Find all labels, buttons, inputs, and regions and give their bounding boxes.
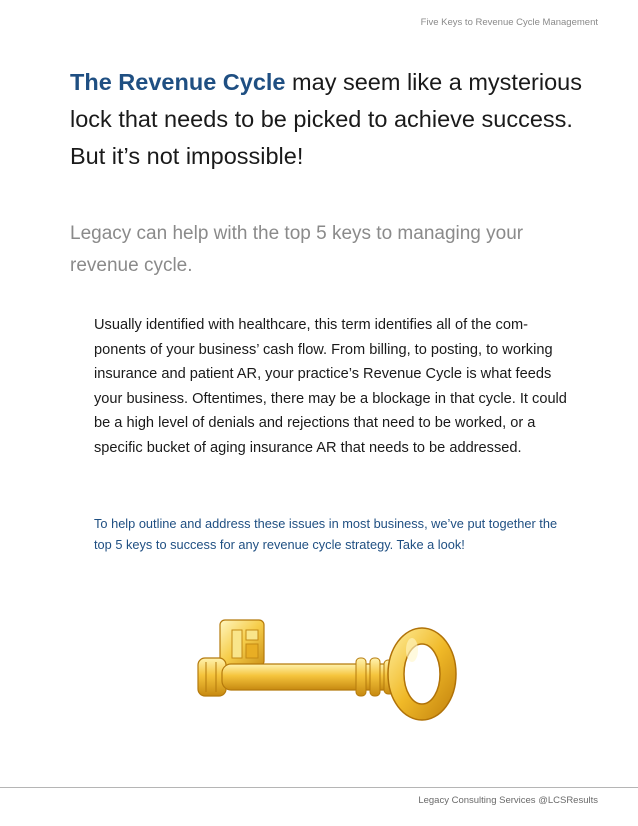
headline-rest: may seem like a mysterious lock that needs to be picked to achieve success. But it’s not impossible! (70, 69, 582, 169)
key-bit (220, 620, 264, 666)
footer-text: Legacy Consulting Services @LCSResults (418, 795, 598, 806)
golden-key-icon (186, 600, 462, 724)
running-header: Five Keys to Revenue Cycle Management (420, 17, 598, 28)
subheading: Legacy can help with the top 5 keys to managing your revenue cycle. (70, 223, 524, 276)
headline-accent: The Revenue Cycle (70, 69, 286, 95)
body-paragraph: Usually identified with healthcare, this term identifies all of the components of your business’ cash flow. From billing, to posting, to working insurance and patient AR, your practice’s Revenue Cycle is what feeds your business. Oftentimes, there may be a blockage in that cycle. It could be a high level of denials and rejections that need to be worked, or a specific bucket of aging insurance AR that needs to be addressed. (94, 317, 567, 456)
key-bow (388, 628, 456, 720)
footer-divider (0, 787, 638, 788)
call-to-action-paragraph: To help outline and address these issues in most business, we’ve put together the top 5 keys to success for any revenue cycle strategy. Take a look! (94, 516, 558, 552)
headline (70, 64, 610, 175)
